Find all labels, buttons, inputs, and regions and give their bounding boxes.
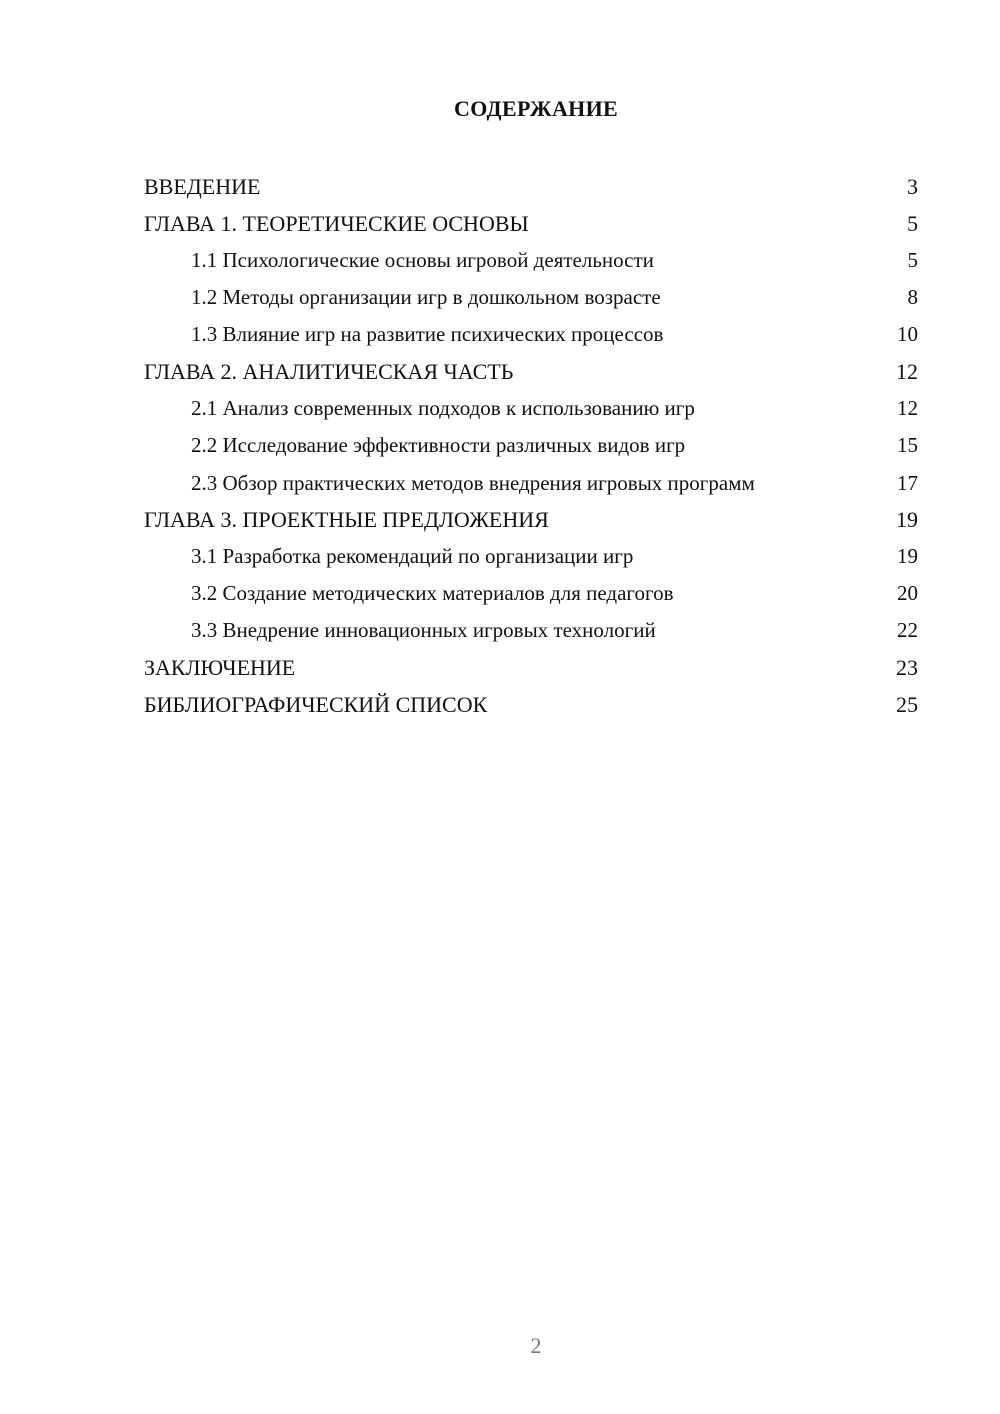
toc-entry-page: 19	[896, 507, 918, 532]
toc-entry-text: 3.1 Разработка рекомендаций по организации игр	[191, 544, 634, 568]
toc-entry-text: ЗАКЛЮЧЕНИЕ	[144, 655, 296, 680]
toc-entry-section-2-3[interactable]	[144, 464, 918, 501]
toc-entry-text: ГЛАВА 1. ТЕОРЕТИЧЕСКИЕ ОСНОВЫ	[144, 211, 529, 236]
toc-entry-text: 2.2 Исследование эффективности различных видов игр	[191, 433, 686, 457]
toc-entry-text: ВВЕДЕНИЕ	[144, 174, 261, 199]
toc-entry-text: 3.3 Внедрение инновационных игровых технологий	[191, 618, 656, 642]
toc-entry-page: 5	[907, 211, 918, 236]
toc-entry-page: 15	[897, 433, 918, 457]
toc-entry-text: 3.2 Создание методических материалов для педагогов	[191, 581, 674, 605]
toc-title: СОДЕРЖАНИЕ	[454, 96, 618, 121]
toc-entry-chapter-3[interactable]	[144, 501, 918, 538]
toc-entry-section-3-2[interactable]	[144, 575, 918, 612]
toc-entry-text: БИБЛИОГРАФИЧЕСКИЙ СПИСОК	[144, 692, 488, 717]
toc-entry-chapter-2[interactable]	[144, 353, 918, 390]
toc-entry-page: 25	[896, 692, 918, 717]
toc-entry-text: ГЛАВА 2. АНАЛИТИЧЕСКАЯ ЧАСТЬ	[144, 359, 514, 384]
toc-entry-page: 5	[907, 248, 918, 272]
toc-entry-conclusion[interactable]	[144, 649, 918, 686]
toc-entry-page: 17	[897, 471, 918, 495]
toc-entry-section-1-2[interactable]	[144, 279, 918, 316]
toc-entry-text: 2.3 Обзор практических методов внедрения игровых программ	[191, 471, 755, 495]
toc-entry-page: 12	[897, 396, 918, 420]
toc-entry-introduction[interactable]	[144, 168, 918, 205]
toc-entry-section-3-1[interactable]	[144, 538, 918, 575]
toc-entry-page: 8	[907, 285, 918, 309]
table-of-contents	[144, 168, 918, 723]
toc-entry-page: 22	[897, 618, 918, 642]
toc-entry-section-3-3[interactable]	[144, 612, 918, 649]
page-number: 2	[530, 1333, 542, 1358]
toc-entry-section-1-1[interactable]	[144, 242, 918, 279]
toc-entry-bibliography[interactable]	[144, 686, 918, 723]
toc-entry-chapter-1[interactable]	[144, 205, 918, 242]
toc-entry-section-2-2[interactable]	[144, 427, 918, 464]
toc-entry-section-2-1[interactable]	[144, 390, 918, 427]
toc-entry-page: 3	[907, 174, 918, 199]
toc-entry-section-1-3[interactable]	[144, 316, 918, 353]
toc-entry-text: ГЛАВА 3. ПРОЕКТНЫЕ ПРЕДЛОЖЕНИЯ	[144, 507, 549, 532]
toc-entry-page: 19	[897, 544, 918, 568]
toc-entry-page: 12	[896, 359, 918, 384]
toc-entry-text: 2.1 Анализ современных подходов к использованию игр	[191, 396, 695, 420]
toc-entry-page: 23	[896, 655, 918, 680]
toc-entry-text: 1.2 Методы организации игр в дошкольном возрасте	[191, 285, 661, 309]
toc-entry-page: 10	[897, 322, 918, 346]
toc-entry-text: 1.3 Влияние игр на развитие психических процессов	[191, 322, 664, 346]
toc-entry-page: 20	[897, 581, 918, 605]
toc-entry-text: 1.1 Психологические основы игровой деятельности	[191, 248, 654, 272]
